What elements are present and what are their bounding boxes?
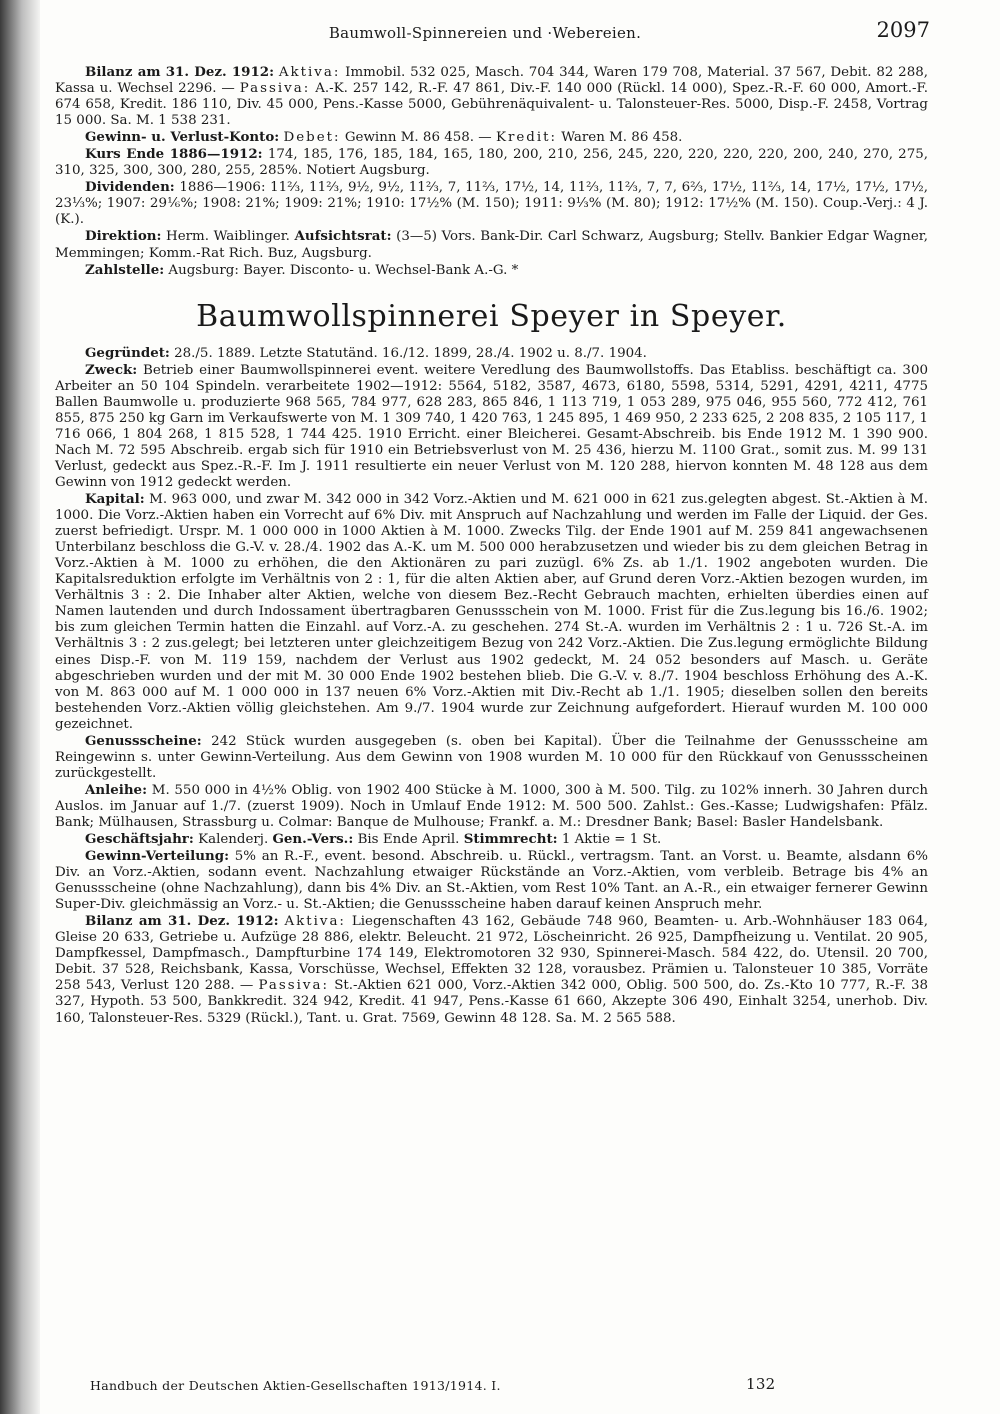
prev-passiva-text: A.-K. 257 142, R.-F. 47 861, Div.-F. 140 000 (Rückl. 14 000), Spez.-R.-F. 60 000, Amort.-F. 674 658, Kredit. 186 110, Div. 45 000, Pens.-Kasse 5000, Gebührenäquivalent- u. Talonsteuer-Res. 5000, Disp.-F. 2458, Vortrag 15 000. Sa. M. 1 538 231.: [55, 81, 928, 129]
gewinn-verteilung: [55, 848, 928, 913]
genvers-label: Gen.-Vers.:: [272, 831, 354, 848]
prev-dividenden-text: 1886—1906: 11⅔, 11⅔, 9½, 9½, 11⅔, 7, 11⅔, 17½, 14, 11⅔, 11⅔, 7, 7, 6⅔, 17½, 11⅔, 14, 17½, 17½, 17½, 23⅓%; 1907: 29⅙%; 1908: 21%; 1909: 21%; 1910: 17½% (M. 150); 1911: 9⅓% (M. 80); 1912: 17½% (M. 150). Coup.-Verj.: 4 J. (K.).: [55, 180, 928, 228]
main-bilanz-label: Bilanz am 31. Dez. 1912:: [85, 913, 279, 930]
prev-zahlstelle: [55, 262, 928, 279]
binding-shadow: [0, 0, 40, 1414]
prev-dividenden-label: Dividenden:: [85, 179, 175, 196]
main-bilanz: [55, 913, 928, 1026]
running-head: Baumwoll-Spinnereien und ·Webereien.: [328, 24, 642, 42]
prev-kredit-text: Waren M. 86 458.: [561, 130, 683, 146]
prev-kurs-text: 174, 185, 176, 185, 184, 165, 180, 200, 210, 256, 245, 220, 220, 220, 220, 200, 240, 270, 275, 310, 325, 300, 300, 280, 255, 285%. Notiert Augsburg.: [55, 147, 928, 179]
prev-bilanz-label: Bilanz am 31. Dez. 1912:: [85, 64, 275, 80]
gewinn-verteilung-text: 5% an R.-F., event. besond. Abschreib. u. Rückl., vertragsm. Tant. an Vorst. u. Beamte, alsdann 6% Div. an Vorz.-Aktien, sodann event. Nachzahlung etwaiger Rückstände an Vorz.-Aktien, vom verbleib. Betrage bis 4% an Genussscheine (ohne Nachzahlung), dann bis 4% Div. an St.-Aktien, vom Rest 10% Tant. an A.-R., ein etwaiger fernerer Gewinn Super-Div. gleichmässig an Vorz.- u. St.-Aktien; die Genussscheine haben darauf keinen Anspruch mehr.: [55, 849, 928, 913]
prev-aktiva-label: Aktiva:: [278, 65, 341, 80]
stimmrecht-label: Stimmrecht:: [463, 831, 558, 848]
kapital-label: Kapital:: [85, 491, 145, 508]
geschaeftsjahr-label: Geschäftsjahr:: [85, 831, 194, 848]
geschaeftsjahr: [55, 831, 928, 848]
prev-zahlstelle-text: Augsburg: Bayer. Disconto- u. Wechsel-Bank A.-G. *: [168, 262, 519, 278]
prev-aktiva-text: Immobil. 532 025, Masch. 704 344, Waren 179 708, Material. 37 567, Debit. 82 288, Kassa u. Wechsel 2296. —: [55, 65, 928, 97]
prev-dividenden: [55, 179, 928, 228]
genussscheine: [55, 733, 928, 782]
genussscheine-label: Genussscheine:: [85, 732, 202, 749]
prev-aufsichtsrat-text: (3—5) Vors. Bank-Dir. Carl Schwarz, Augsburg; Stellv. Bankier Edgar Wagner, Memmingen; Komm.-Rat Rich. Buz, Augsburg.: [55, 229, 928, 261]
genvers-text: Bis Ende April.: [357, 832, 460, 848]
sheet-number: 132: [746, 1375, 776, 1393]
stimmrecht-text: 1 Aktie = 1 St.: [561, 832, 662, 848]
gegruendet-label: Gegründet:: [85, 344, 170, 361]
prev-kurs-label: Kurs Ende 1886—1912:: [85, 146, 263, 163]
kapital: [55, 491, 928, 733]
prev-direktion-text: Herm. Waiblinger.: [166, 229, 290, 245]
page-content: [55, 64, 928, 1027]
prev-gewinn: [55, 129, 928, 146]
gegruendet: [55, 345, 928, 362]
genussscheine-text: 242 Stück wurden ausgegeben (s. oben bei Kapital). Über die Teilnahme der Genussscheine am Reingewinn s. unter Gewinn-Verteilung. Aus dem Gewinn von 1908 wurden M. 10 000 für den Rückkauf von Genussscheinen zurückgestellt.: [55, 733, 928, 781]
anleihe-label: Anleihe:: [85, 781, 148, 798]
gewinn-verteilung-label: Gewinn-Verteilung:: [85, 848, 230, 865]
anleihe-text: M. 550 000 in 4½% Oblig. von 1902 400 Stücke à M. 1000, 300 à M. 500. Tilg. zu 102% innerh. 30 Jahren durch Auslos. im Januar auf 1./7. (zuerst 1909). Noch in Umlauf Ende 1912: M. 500 500. Zahlst.: Ges.-Kasse; Ludwigshafen: Pfälz. Bank; Mülhausen, Strassburg u. Colmar: Banque de Mulhouse; Frankf. a. M.: Dresdner Bank; Basel: Basler Handelsbank.: [55, 782, 928, 830]
main-passiva-label: Passiva:: [258, 978, 329, 994]
page-header: [40, 18, 930, 48]
geschaeftsjahr-text: Kalenderj.: [198, 832, 269, 848]
zweck: [55, 362, 928, 491]
main-passiva-text: St.-Aktien 621 000, Vorz.-Aktien 342 000, Oblig. 500 500, do. Zs.-Kto 10 777, R.-F. 38 327, Hypoth. 53 500, Bankkredit. 324 942, Kredit. 41 947, Pens.-Kasse 61 660, Akzepte 306 490, Einhalt 3254, unerhob. Div. 160, Talonsteuer-Res. 5329 (Rückl.), Tant. u. Grat. 7569, Gewinn 48 128. Sa. M. 2 565 588.: [55, 978, 928, 1026]
prev-passiva-label: Passiva:: [239, 81, 311, 97]
prev-bilanz: [55, 64, 928, 129]
page-footer: [90, 1375, 928, 1393]
prev-gewinn-label: Gewinn- u. Verlust-Konto:: [85, 129, 280, 146]
main-aktiva-text: Liegenschaften 43 162, Gebäude 748 960, Beamten- u. Arb.-Wohnhäuser 183 064, Gleise 20 633, Getriebe u. Aufzüge 28 886, elektr. Beleucht. 21 972, Löscheinricht. 26 925, Dampfheizung u. Ventilat. 20 905, Dampfkessel, Dampfmasch., Dampfturbine 174 149, Elektromotoren 32 930, Spinnerei-Masch. 584 422, do. Utensil. 20 700, Debit. 37 528, Reichsbank, Kassa, Vorschüsse, Wechsel, Effekten 32 128, vorausbez. Prämien u. Talonsteuer 10 385, Vorräte 258 543, Verlust 120 288. —: [55, 914, 928, 994]
book-title: Handbuch der Deutschen Aktien-Gesellschaften 1913/1914. I.: [90, 1378, 501, 1393]
gegruendet-text: 28./5. 1889. Letzte Statutänd. 16./12. 1899, 28./4. 1902 u. 8./7. 1904.: [174, 345, 647, 361]
zweck-text: Betrieb einer Baumwollspinnerei event. weitere Veredlung des Baumwollstoffs. Das Etabliss. beschäftigt ca. 300 Arbeiter an 50 104 Spindeln. verarbeitete 1902—1912: 5564, 5182, 3587, 4673, 6180, 5598, 5314, 5291, 4291, 4211, 4775 Ballen Baumwolle u. produzierte 968 565, 784 977, 628 283, 865 846, 1 113 719, 1 053 289, 975 046, 955 560, 772 412, 761 855, 875 250 kg Garn im Verkaufswerte von M. 1 309 740, 1 420 763, 1 245 895, 1 469 950, 2 233 625, 2 208 835, 2 105 117, 1 716 066, 1 804 268, 1 815 528, 1 744 425. 1910 Erricht. einer Bleicherei. Gesamt-Abschreib. bis Ende 1912 M. 1 390 900. Nach M. 72 595 Abschreib. ergab sich für 1910 ein Betriebsverlust von M. 25 436, hierzu M. 1100 Grat., somit zus. M. 99 131 Verlust, gedeckt aus Spez.-R.-F. Im J. 1911 resultierte ein neuer Verlust von M. 120 288, hiervon konnten M. 48 128 aus dem Gewinn von 1912 gedeckt werden.: [55, 362, 928, 490]
company-title: Baumwollspinnerei Speyer in Speyer.: [196, 298, 787, 334]
prev-kredit-label: Kredit:: [495, 130, 558, 146]
prev-kurs: [55, 146, 928, 179]
anleihe: [55, 782, 928, 831]
prev-aufsichtsrat-label: Aufsichtsrat:: [294, 228, 392, 245]
kapital-text: M. 963 000, und zwar M. 342 000 in 342 Vorz.-Aktien und M. 621 000 in 621 zus.gelegten abgest. St.-Aktien à M. 1000. Die Vorz.-Aktien haben ein Vorrecht auf 6% Div. mit Anspruch auf Nachzahlung und werden im Falle der Liquid. der Ges. zuerst befriedigt. Urspr. M. 1 000 000 in 1000 Aktien à M. 1000. Zwecks Tilg. der Ende 1901 auf M. 259 841 angewachsenen Unterbilanz beschloss die G.-V. v. 28./4. 1902 das A.-K. um M. 500 000 herabzusetzen und wieder bis zu dem gleichen Betrag in Vorz.-Aktien à M. 1000 zu erhöhen, die den Aktionären zu pari zuzügl. 6% Zs. ab 1./1. 1902 angeboten wurden. Die Kapitalsreduktion erfolgte im Verhältnis von 2 : 1, für die alten Aktien aber, auf Grund deren Vorz.-Aktien bezogen wurden, im Verhältnis 3 : 2. Die Inhaber alter Aktien, welche von diesem Bez.-Recht Gebrauch machten, erhielten überdies einen auf Namen lautenden und durch Indossament übertragbaren Genussschein von M. 1000. Frist für die Zus.legung bis 16./6. 1902; bis zum gleichen Termin hatten die Einzahl. auf Vorz.-A. zu geschehen. 274 St.-A. wurden im Verhältnis 2 : 1 u. 726 St.-A. im Verhältnis 3 : 2 zus.gelegt; bei letzteren unter gleichzeitigem Bezug von 242 Vorz.-Aktien. Die Zus.legung ermöglichte Bildung eines Disp.-F. von M. 119 159, nachdem der Verlust aus 1902 gedeckt, M. 24 052 besonders auf Masch. u. Geräte abgeschrieben wurden und der mit M. 30 000 Ende 1902 bestehen blieb. Die G.-V. v. 8./7. 1904 beschloss Erhöhung des A.-K. von M. 863 000 auf M. 1 000 000 in 137 neuen 6% Vorz.-Aktien mit Div.-Recht ab 1./1. 1905; dieselben sollen den bereits bestehenden Vorz.-Aktien völlig gleichstehen. Am 9./7. 1904 wurde zur Zeichnung aufgefordert. Hierauf wurden M. 100 000 gezeichnet.: [55, 492, 928, 732]
prev-debet-label: Debet:: [283, 130, 341, 146]
prev-zahlstelle-label: Zahlstelle:: [85, 261, 165, 278]
prev-direktion: [55, 228, 928, 261]
prev-debet-text: Gewinn M. 86 458. —: [344, 130, 492, 146]
prev-direktion-label: Direktion:: [85, 228, 162, 245]
main-aktiva-label: Aktiva:: [284, 914, 346, 930]
page-number: 2097: [876, 18, 930, 42]
zweck-label: Zweck:: [85, 361, 138, 378]
